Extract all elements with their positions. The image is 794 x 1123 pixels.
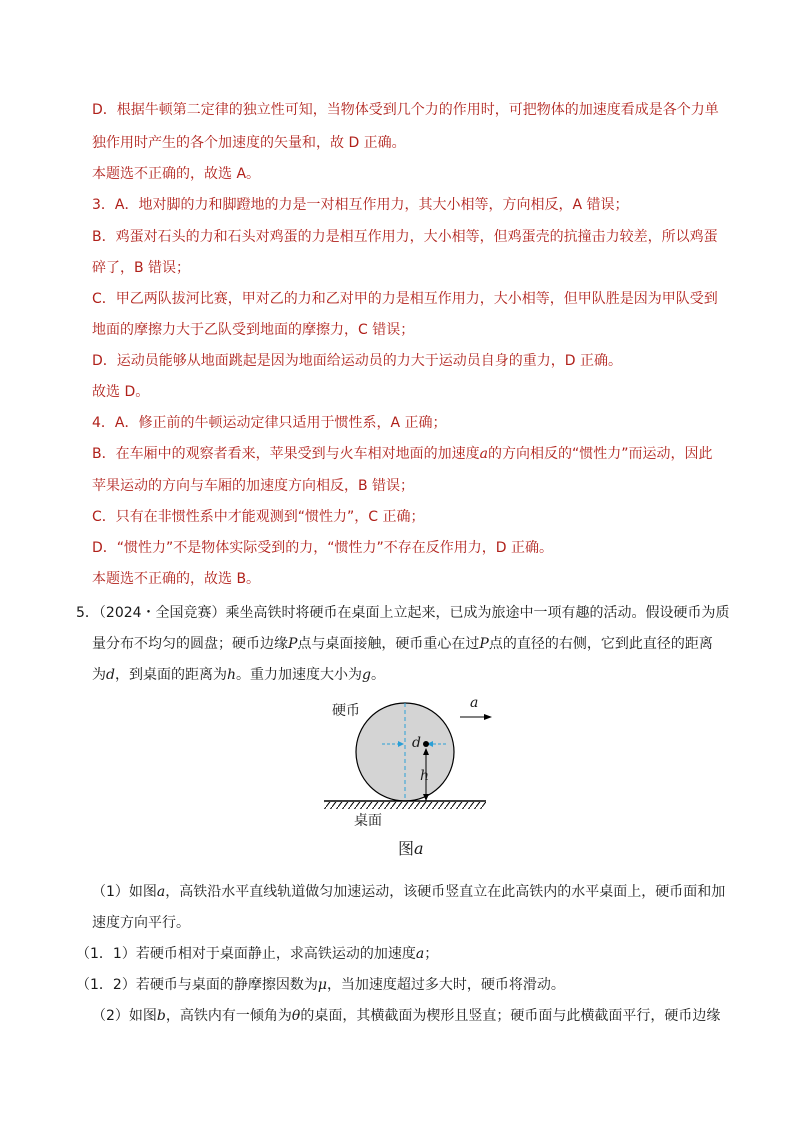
h-label: h	[420, 768, 430, 784]
d-label: d	[412, 735, 421, 751]
acceleration-arrowhead	[484, 714, 492, 720]
answer-line-cont-1: C．只有在非惯性系中才能观测到“惯性力”，C 正确；	[92, 509, 425, 525]
subquestion-1-line-2: 速度方向平行。	[92, 915, 190, 931]
answer-line-8: D．运动员能够从地面跳起是因为地面给运动员的力大于运动员自身的重力，D 正确。	[92, 353, 623, 369]
answer-line-5: 碎了，B 错误；	[92, 260, 191, 276]
answer-line-9: 故选 D。	[92, 384, 150, 400]
question-5-line-3: 为d，到桌面的距离为h。重力加速度大小为g。	[92, 667, 385, 683]
acceleration-label: a	[470, 695, 479, 711]
answer-line-6: C．甲乙两队拔河比赛，甲对乙的力和乙对甲的力是相互作用力，大小相等，但甲队胜是因为甲队受到	[92, 291, 718, 307]
question-5-line-2: 量分布不均匀的圆盘；硬币边缘P点与桌面接触，硬币重心在过P点的直径的右侧，它到此直径的距离	[92, 636, 713, 652]
subquestion-1-1: （1．1）若硬币相对于桌面静止，求高铁运动的加速度a；	[76, 946, 439, 962]
answer-line-3: 3．A．地对脚的力和脚蹬地的力是一对相互作用力，其大小相等，方向相反，A 错误；	[92, 197, 629, 213]
table-hatch	[324, 802, 486, 809]
subquestion-2-line-1: （2）如图b，高铁内有一倾角为θ的桌面，其横截面为楔形且竖直；硬币面与此横截面平行，硬币边缘	[92, 1008, 721, 1024]
answer-line-0: D．根据牛顿第二定律的独立性可知，当物体受到几个力的作用时，可把物体的加速度看成是各个力单	[92, 102, 719, 118]
figure-caption: 图a	[398, 839, 424, 858]
answer-line-4b: B．在车厢中的观察者看来，苹果受到与火车相对地面的加速度a的方向相反的“惯性力”而运动，因此	[92, 446, 713, 462]
subquestion-1-line-1: （1）如图a，高铁沿水平直线轨道做匀加速运动，该硬币竖直立在此高铁内的水平桌面上，硬币面和加	[92, 884, 726, 900]
answer-line-10: 4．A．修正前的牛顿运动定律只适用于惯性系，A 正确；	[92, 415, 447, 431]
answer-line-cont-0: 苹果运动的方向与车厢的加速度方向相反，B 错误；	[92, 478, 415, 494]
coin-label: 硬币	[332, 703, 360, 719]
answer-line-1: 独作用时产生的各个加速度的矢量和，故 D 正确。	[92, 135, 406, 151]
answer-line-cont-2: D．“惯性力”不是物体实际受到的力，“惯性力”不存在反作用力，D 正确。	[92, 540, 554, 556]
figure-a	[320, 695, 500, 865]
subquestion-1-2: （1．2）若硬币与桌面的静摩擦因数为μ，当加速度超过多大时，硬币将滑动。	[76, 977, 565, 993]
answer-line-7: 地面的摩擦力大于乙队受到地面的摩擦力，C 错误；	[92, 322, 415, 338]
answer-line-cont-3: 本题选不正确的，故选 B。	[92, 571, 261, 587]
center-of-mass-dot	[423, 741, 429, 747]
answer-line-2: 本题选不正确的，故选 A。	[92, 166, 261, 182]
table-label: 桌面	[354, 813, 382, 829]
answer-line-4: B．鸡蛋对石头的力和石头对鸡蛋的力是相互作用力，大小相等，但鸡蛋壳的抗撞击力较差，所以鸡蛋	[92, 229, 718, 245]
question-5-line-1: 5．（2024・全国竞赛）乘坐高铁时将硬币在桌面上立起来，已成为旅途中一项有趣的活动。假设硬币为质	[76, 605, 730, 621]
